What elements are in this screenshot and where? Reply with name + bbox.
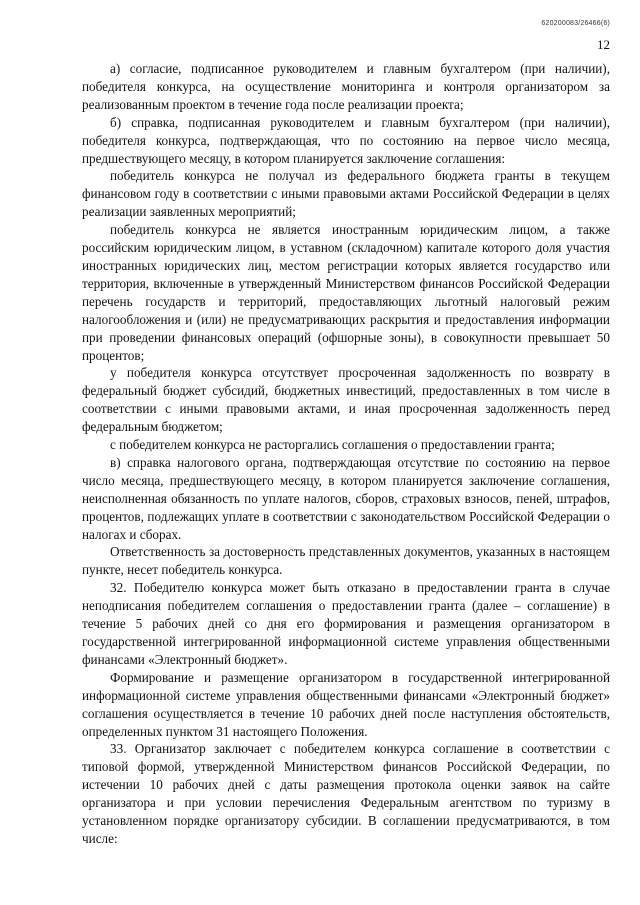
paragraph-no-debt: у победителя конкурса отсутствует просроченная задолженность по возврату в федеральный бюджет субсидий, бюджетных инвестиций, предоставленных в том числе в соответствии с иными правовыми актами, и иная просроченная задолженность перед федеральным бюджетом; [82,365,610,435]
paragraph-responsibility: Ответственность за достоверность представленных документов, указанных в настоящем пункте, несет победитель конкурса. [82,544,610,578]
paragraph-clause-33: 33. Организатор заключает с победителем конкурса соглашение в соответствии с типовой формой, утвержденной Министерством финансов Российской Федерации, по истечении 10 рабочих дней с даты размещения протокола оценки заявок на сайте организатора и при условии перечисления Федеральным агентством по туризму в установленном порядке организатору субсидии. В соглашении предусматриваются, в том числе: [82,741,610,846]
document-code: 620200083/26466(6) [541,20,610,27]
paragraph-tax-certificate: в) справка налогового органа, подтверждающая отсутствие по состоянию на первое число месяца, предшествующего месяцу, в котором планируется заключение соглашения, неисполненная обязанность по уплате налогов, сборов, страховых взносов, пеней, штрафов, процентов, подлежащих уплате в соответствии с законодательством Российской Федерации о налогах и сборах. [82,454,610,542]
paragraph-consent: а) согласие, подписанное руководителем и главным бухгалтером (при наличии), победителя конкурса, на осуществление мониторинга и контроля организатором за реализованным проектом в течение года после реализации проекта; [82,61,610,112]
paragraph-no-termination: с победителем конкурса не расторгались соглашения о предоставлении гранта; [110,437,555,453]
document-body [82,60,610,848]
paragraph-formation: Формирование и размещение организатором в государственной интегрированной информационной системе управления общественными финансами «Электронный бюджет» соглашения осуществляется в течение 10 рабочих дней после наступления обстоятельств, определенных пунктом 31 настоящего Положения. [82,669,610,739]
paragraph-no-grants: победитель конкурса не получал из федерального бюджета гранты в текущем финансовом году в соответствии с иными правовыми актами Российской Федерации в целях реализации заявленных мероприятий; [82,168,610,220]
paragraph-certificate: б) справка, подписанная руководителем и главным бухгалтером (при наличии), победителя конкурса, подтверждающая, что по состоянию на первое число месяца, предшествующего месяцу, в котором планируется заключение соглашения: [82,114,610,166]
paragraph-not-foreign: победитель конкурса не является иностранным юридическим лицом, а также российским юридическим лицом, в уставном (складочном) капитале которого доля участия иностранных юридических лиц, местом регистрации которых является государство или территория, включенные в утвержденный Министерством финансов Российской Федерации перечень государств и территорий, предоставляющих льготный налоговый режим налогообложения и (или) не предусматривающих раскрытия и предоставления информации при проведении финансовых операций (офшорные зоны), в совокупности превышает 50 процентов; [82,222,610,363]
paragraph-clause-32: 32. Победителю конкурса может быть отказано в предоставлении гранта в случае неподписания победителем соглашения о предоставлении гранта (далее – соглашение) в течение 5 рабочих дней со дня его формирования и размещения организатором в государственной интегрированной информационной системе управления общественными финансами «Электронный бюджет». [82,580,610,667]
page-number: 12 [597,37,610,52]
